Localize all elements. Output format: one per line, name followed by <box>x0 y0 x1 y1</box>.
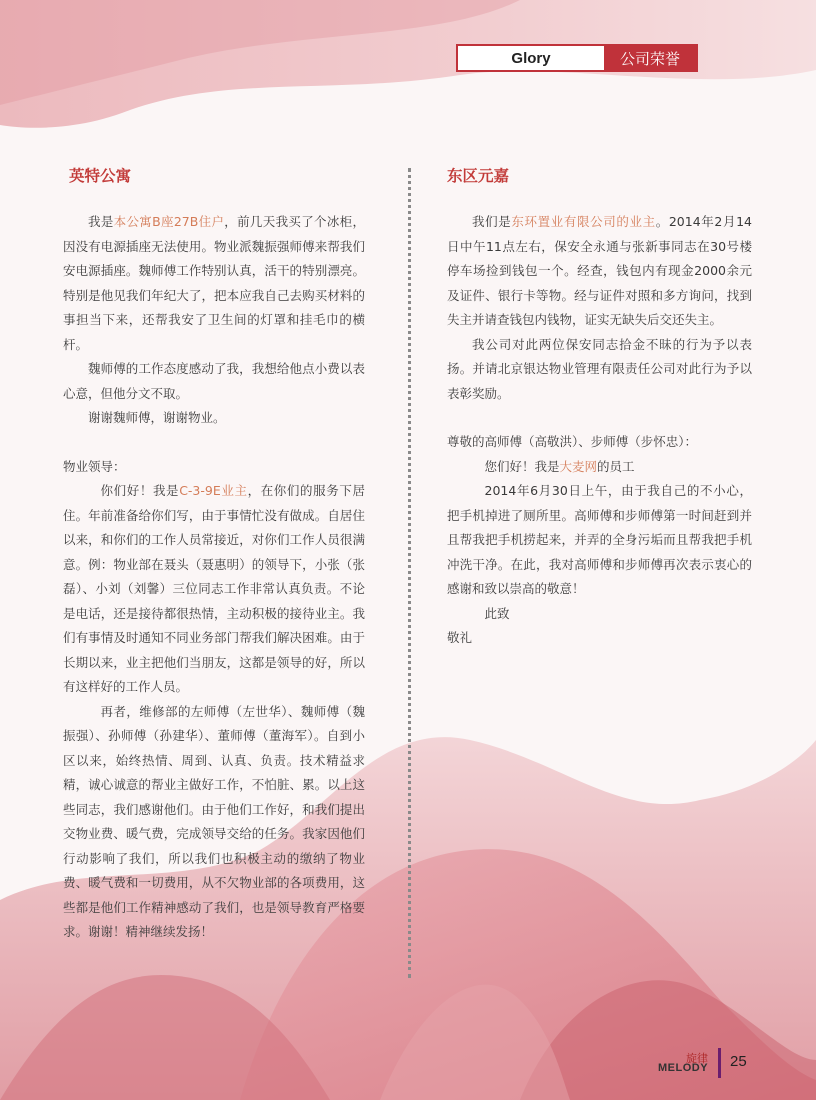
paragraph-text: 。2014年2月14日中午11点左右，保安全永通与张新事同志在30号楼停车场捡到钱包一个。经查，钱包内有现金2000余元及证件、银行卡等物。经与证件对照和多方询问，找到失主并请查钱包内钱物，证实无缺失后交还失主。 <box>447 214 752 327</box>
section-header <box>456 44 698 72</box>
header-chinese-label: 公司荣誉 <box>604 46 696 70</box>
paragraph-text: 您们好！我是 <box>484 458 560 474</box>
left-section-title: 英特公寓 <box>69 167 132 185</box>
closing-line: 敬礼 <box>447 630 473 645</box>
magazine-name-en: MELODY <box>658 1062 709 1074</box>
page-number: 25 <box>730 1053 747 1070</box>
paragraph: 我公司对此两位保安同志拾金不昧的行为予以表扬。并请北京银达物业管理有限责任公司对此行为予以表彰奖励。 <box>447 336 752 401</box>
left-column <box>63 166 365 945</box>
header-english-label: Glory <box>511 49 551 67</box>
highlight-text: 东环置业有限公司的业主 <box>511 214 656 229</box>
paragraph-text: ，前几天我买了个冰柜，因没有电源插座无法使用。物业派魏振强师傅来帮我们安电源插座。魏师傅工作特别认真，活干的特别漂亮。特别是他见我们年纪大了，把本应我自己去购买材料的事担当下来，还帮我安了卫生间的灯罩和挂毛巾的横杆。 <box>63 214 365 352</box>
paragraph: 再者，维修部的左师傅（左世华）、魏师傅（魏振强）、孙师傅（孙建华）、董师傅（董海军）。自到小区以来，始终热情、周到、认真、负责。技术精益求精，诚心诚意的帮业主做好工作，不怕脏、累。以上这些同志，我们感谢他们。由于他们工作好，和我们提出交物业费、暖气费，完成领导交给的任务。我家因他们行动影响了我们，所以我们也积极主动的缴纳了物业费、暖气费和一切费用，从不欠物业部的各项费用，这些都是他们工作精神感动了我们，也是领导教育严格要求。谢谢！精神继续发扬！ <box>63 703 365 939</box>
paragraph: 2014年6月30日上午，由于我自己的不小心，把手机掉进了厕所里。高师傅和步师傅第一时间赶到并且帮我把手机捞起来，并弄的全身污垢而且帮我把手机冲洗干净。在此，我对高师傅和步师傅再次表示衷心的感谢和致以崇高的敬意！ <box>447 483 752 596</box>
closing-line: 此致 <box>484 605 510 621</box>
paragraph-text: 的员工 <box>597 458 635 474</box>
highlight-text: C-3-9E业主 <box>179 483 248 498</box>
paragraph <box>447 455 752 480</box>
right-section-title: 东区元嘉 <box>447 167 510 185</box>
paragraph-text: ，在你们的服务下居住。年前准备给你们写，由于事情忙没有做成。自居住以来，和你们的工作人员常接近，对你们工作人员很满意。例：物业部在聂头（聂惠明）的领导下，小张（张磊）、小刘（刘馨）三位同志工作非常认真负责。不论是电话，还是接待都很热情，主动积极的接待业主。我们有事情及时通知不同业务部门帮我们解决困难。由于长期以来，业主把他们当朋友，这都是领导的好，所以有这样好的工作人员。 <box>63 483 365 694</box>
column-divider <box>408 168 411 978</box>
paragraph: 魏师傅的工作态度感动了我，我想给他点小费以表心意，但他分文不取。 <box>63 361 365 401</box>
paragraph <box>447 210 752 333</box>
right-column <box>447 166 752 651</box>
salutation: 物业领导： <box>63 458 126 474</box>
highlight-text: 本公寓B座27B住户 <box>113 214 225 229</box>
footer-divider <box>718 1048 721 1078</box>
paragraph-text: 我是 <box>88 214 114 229</box>
paragraph <box>63 479 365 700</box>
paragraph-text: 我们是 <box>472 214 512 229</box>
magazine-name-cn: 旋律 <box>686 1052 708 1065</box>
paragraph: 谢谢魏师傅，谢谢物业。 <box>88 410 226 425</box>
paragraph <box>63 210 365 357</box>
highlight-text: 大麦网 <box>559 458 598 474</box>
paragraph-text: 你们好！我是 <box>100 483 180 498</box>
salutation: 尊敬的高师傅（高敬洪）、步师傅（步怀忠）： <box>447 434 698 449</box>
